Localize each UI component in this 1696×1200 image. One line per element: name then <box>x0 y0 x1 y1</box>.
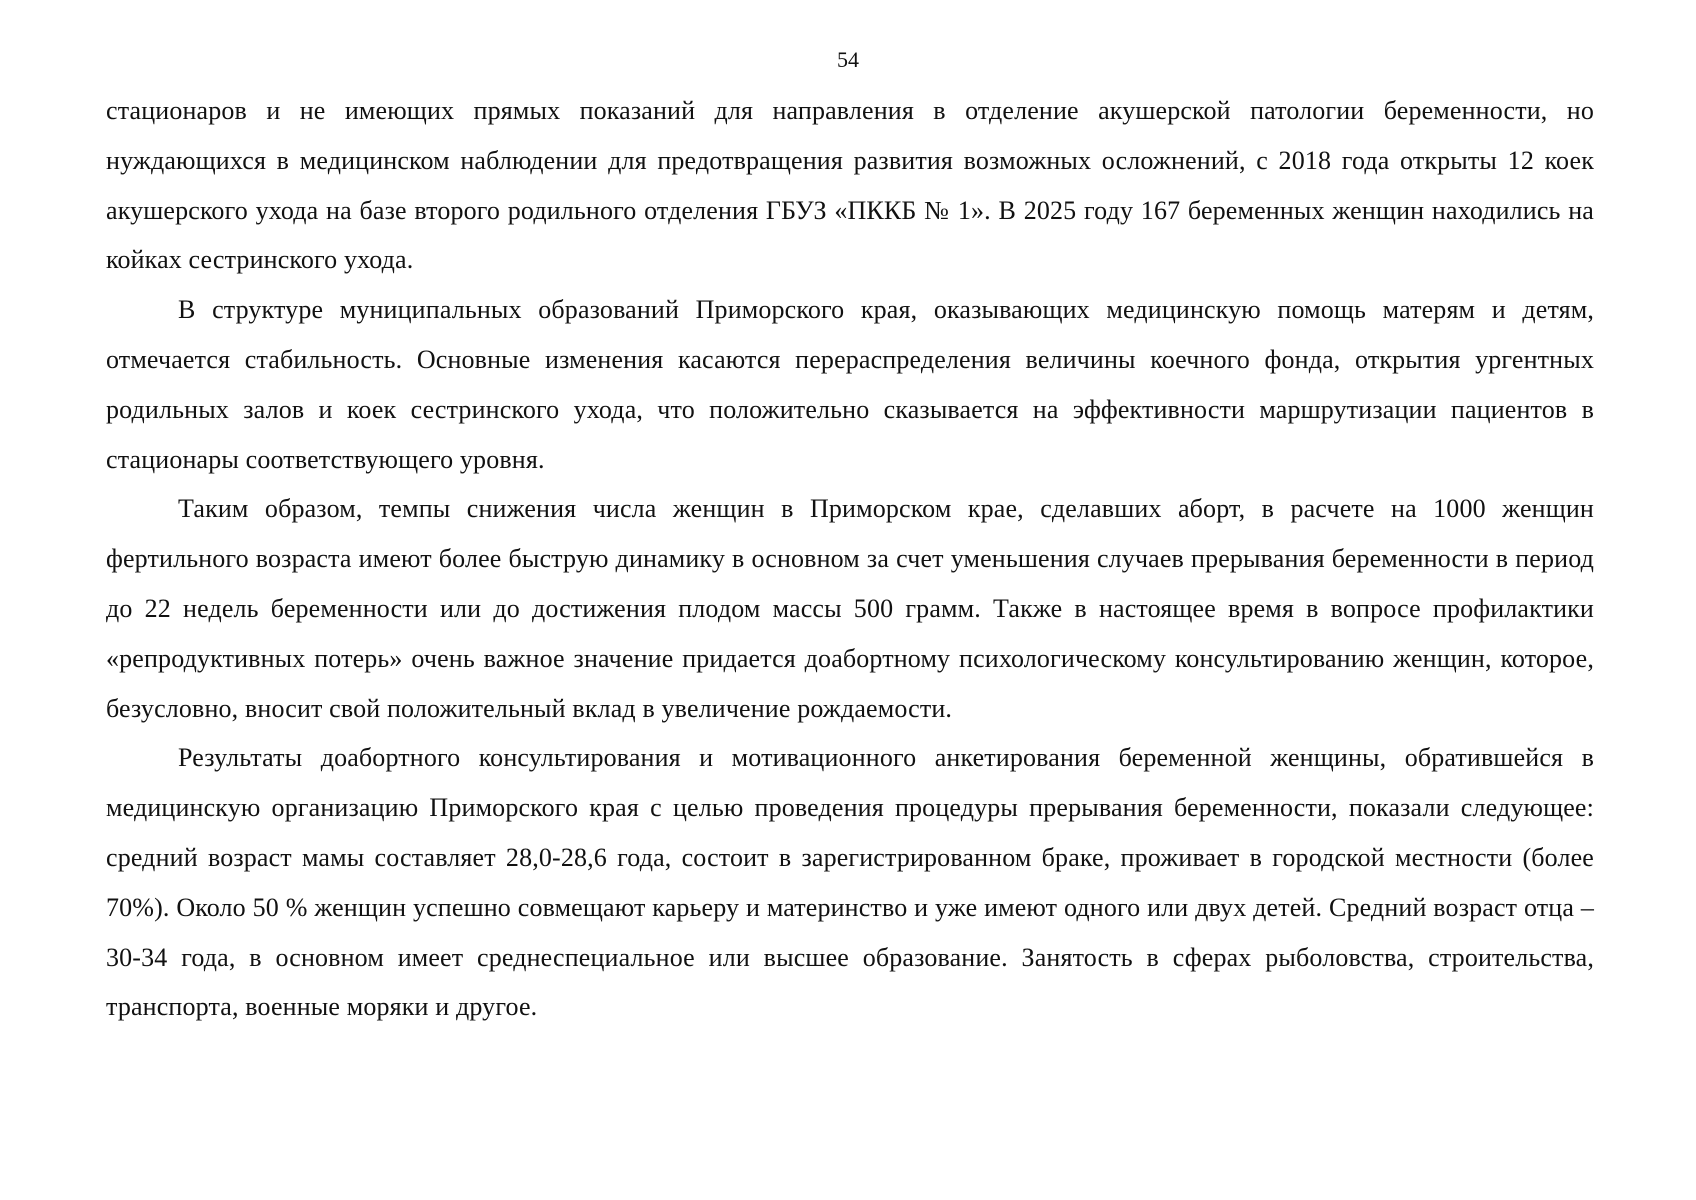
page-number: 54 <box>837 47 859 72</box>
paragraph-1: стационаров и не имеющих прямых показаний для направления в отделение акушерской патологии беременности, но нуждающихся в медицинском наблюдении для предотвращения развития возможных осложнений, с 2018 года открыты 12 коек акушерского ухода на базе второго родильного отделения ГБУЗ «ПККБ № 1». В 2025 году 167 беременных женщин находились на койках сестринского ухода. <box>106 96 1594 275</box>
paragraph-2: В структуре муниципальных образований Приморского края, оказывающих медицинскую помощь матерям и детям, отмечается стабильность. Основные изменения касаются перераспределения величины коечного фонда, открытия ургентных родильных залов и коек сестринского ухода, что положительно сказывается на эффективности маршрутизации пациентов в стационары соответствующего уровня. <box>106 295 1594 474</box>
paragraph-3: Таким образом, темпы снижения числа женщин в Приморском крае, сделавших аборт, в расчете на 1000 женщин фертильного возраста имеют более быструю динамику в основном за счет уменьшения случаев прерывания беременности в период до 22 недель беременности или до достижения плодом массы 500 грамм. Также в настоящее время в вопросе профилактики «репродуктивных потерь» очень важное значение придается доабортному психологическому консультированию женщин, которое, безусловно, вносит свой положительный вклад в увеличение рождаемости. <box>106 494 1594 723</box>
paragraph-4: Результаты доабортного консультирования и мотивационного анкетирования беременной женщины, обратившейся в медицинскую организацию Приморского края с целью проведения процедуры прерывания беременности, показали следующее: средний возраст мамы составляет 28,0-28,6 года, состоит в зарегистрированном браке, проживает в городской местности (более 70%). Около 50 % женщин успешно совмещают карьеру и материнство и уже имеют одного или двух детей. Средний возраст отца – 30-34 года, в основном имеет среднеспециальное или высшее образование. Занятость в сферах рыболовства, строительства, транспорта, военные моряки и другое. <box>106 743 1594 1022</box>
document-body <box>106 86 1594 1032</box>
